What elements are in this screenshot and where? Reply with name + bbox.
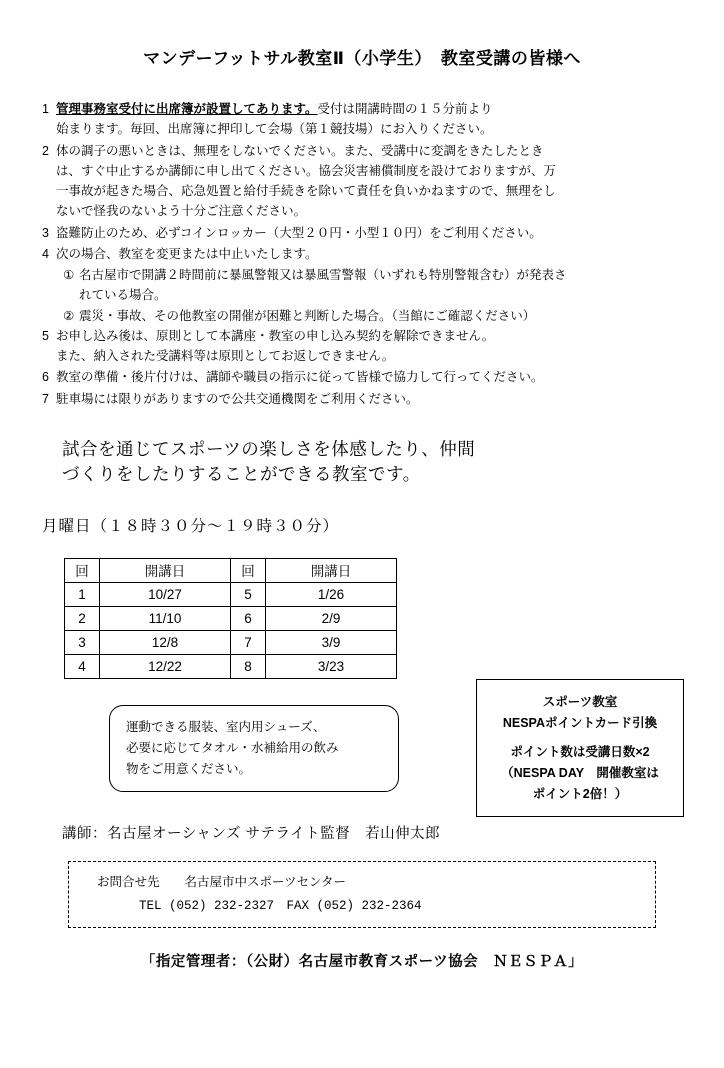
sub-item-line: れている場合。 xyxy=(79,288,167,303)
sub-item-2 xyxy=(63,306,690,326)
rule-item-2 xyxy=(34,141,690,222)
cell-date: 1/26 xyxy=(266,582,397,606)
contact-box xyxy=(68,861,656,928)
rule-line: 一事故が起きた場合、応急処置と給付手続きを除いて責任を負いかねますので、無理をし xyxy=(56,184,556,198)
sub-item-marker: ② xyxy=(63,308,75,323)
cell-date: 11/10 xyxy=(100,606,231,630)
sub-item-1 xyxy=(63,265,690,306)
column-header: 開講日 xyxy=(266,558,397,582)
rule-line: 次の場合、教室を変更または中止いたします。 xyxy=(56,246,318,261)
rule-sub-items xyxy=(63,265,690,326)
nespa-line: ポイント数は受講日数×2 xyxy=(510,745,650,760)
preparation-note-box xyxy=(109,705,399,793)
nespa-line: （NESPA DAY 開催教室は xyxy=(501,765,659,780)
column-header: 回 xyxy=(231,558,266,582)
cell-date: 10/27 xyxy=(100,582,231,606)
rule-text xyxy=(56,367,690,387)
cell-no: 3 xyxy=(65,630,100,654)
contact-label: お問合せ先 名古屋市中スポーツセンター xyxy=(97,876,347,891)
cell-no: 7 xyxy=(231,630,266,654)
sub-item-line: 震災・事故、その他教室の開催が困難と判断した場合。（当館にご確認ください） xyxy=(79,308,536,323)
table-row xyxy=(65,654,397,678)
rule-number: 2 xyxy=(42,143,49,158)
sub-item-text xyxy=(79,306,535,326)
document-page xyxy=(0,44,724,1068)
rule-line: 始まります。毎回、出席簿に押印して会場（第１競技場）にお入りください。 xyxy=(56,122,493,137)
note-line: 必要に応じてタオル・水補給用の飲み xyxy=(126,740,339,755)
cell-date: 3/9 xyxy=(266,630,397,654)
table-row xyxy=(65,582,397,606)
cell-date: 12/8 xyxy=(100,630,231,654)
nespa-line: スポーツ教室 xyxy=(542,695,618,709)
rule-line: 駐車場には限りがありますので公共交通機関をご利用ください。 xyxy=(56,391,419,406)
sub-item-marker: ① xyxy=(63,268,75,282)
rule-line: 教室の準備・後片付けは、講師や職員の指示に従って皆様で協力して行ってください。 xyxy=(56,370,544,385)
rule-text xyxy=(56,223,690,243)
schedule-table xyxy=(64,558,397,679)
rule-line: また、納入された受講料等は原則としてお返しできません。 xyxy=(56,349,395,363)
cell-date: 3/23 xyxy=(266,654,397,678)
nespa-line: NESPAポイントカード引換 xyxy=(502,715,658,730)
rule-number: 4 xyxy=(42,246,49,261)
rule-text xyxy=(56,141,690,222)
rule-number: 1 xyxy=(42,102,49,116)
note-line: 運動できる服装、室内用シューズ、 xyxy=(126,719,326,734)
lead-line: 試合を通じてスポーツの楽しさを体感したり、仲間 xyxy=(62,438,476,459)
rule-emphasis: 管理事務室受付に出席簿が設置してあります。 xyxy=(56,102,318,116)
nespa-line: ポイント2倍！） xyxy=(532,786,628,801)
rule-item-4 xyxy=(34,244,690,264)
page-title: マンデーフットサル教室Ⅱ（小学生） 教室受講の皆様へ xyxy=(143,49,581,68)
footer-text: 「指定管理者：（公財）名古屋市教育スポーツ協会 ＮＥＳＰＡ」 xyxy=(140,954,584,971)
rule-item-3 xyxy=(34,223,690,243)
sub-item-text xyxy=(79,265,567,306)
rule-line: 体の調子の悪いときは、無理をしないでください。また、受講中に変調をきたしたとき xyxy=(56,143,544,158)
rule-text xyxy=(56,326,690,367)
daytime-text: 月曜日（１８時３０分～１９時３０分） xyxy=(42,517,340,535)
schedule-table-wrapper xyxy=(64,558,690,679)
nespa-point-box xyxy=(476,679,684,817)
rule-line: ないで怪我のないよう十分ご注意ください。 xyxy=(56,204,307,219)
rule-text xyxy=(56,389,690,409)
cell-no: 2 xyxy=(65,606,100,630)
rule-text xyxy=(56,244,690,264)
spacer xyxy=(483,733,677,742)
table-header-row xyxy=(65,558,397,582)
rule-number: 3 xyxy=(42,225,49,240)
rule-line: 盗難防止のため、必ずコインロッカー（大型２０円・小型１０円）をご利用ください。 xyxy=(56,225,542,240)
cell-no: 6 xyxy=(231,606,266,630)
cell-no: 1 xyxy=(65,582,100,606)
note-line: 物をご用意ください。 xyxy=(126,762,252,776)
cell-no: 8 xyxy=(231,654,266,678)
rule-line: お申し込み後は、原則として本講座・教室の申し込み契約を解除できません。 xyxy=(56,328,495,343)
rule-line: は、すぐ中止するか講師に申し出てください。協会災害補償制度を設けておりますが、万 xyxy=(56,163,557,178)
cell-no: 4 xyxy=(65,654,100,678)
column-header: 開講日 xyxy=(100,558,231,582)
cell-no: 5 xyxy=(231,582,266,606)
cell-date: 12/22 xyxy=(100,654,231,678)
cell-date: 2/9 xyxy=(266,606,397,630)
rule-item-5 xyxy=(34,326,690,367)
table-row xyxy=(65,606,397,630)
coach-text: 講師：名古屋オーシャンズ サテライト監督 若山伸太郎 xyxy=(62,826,441,843)
column-header: 回 xyxy=(65,558,100,582)
rule-text xyxy=(56,99,690,140)
rule-item-7 xyxy=(34,389,690,409)
rule-number: 5 xyxy=(42,328,49,343)
sub-item-line: 名古屋市で開講２時間前に暴風警報又は暴風雪警報（いずれも特別警報含む）が発表さ xyxy=(79,268,567,282)
rules-list xyxy=(34,99,690,409)
lead-paragraph xyxy=(62,437,690,488)
contact-phone: TEL (052) 232-2327 FAX (052) 232-2364 xyxy=(139,898,422,913)
rule-number: 6 xyxy=(42,370,49,385)
rule-item-6 xyxy=(34,367,690,387)
lead-line: づくりをしたりすることができる教室です。 xyxy=(62,464,421,485)
rule-number: 7 xyxy=(42,391,49,406)
rule-line: 受付は開講時間の１５分前より xyxy=(317,102,493,116)
rule-item-1 xyxy=(34,99,690,140)
table-row xyxy=(65,630,397,654)
